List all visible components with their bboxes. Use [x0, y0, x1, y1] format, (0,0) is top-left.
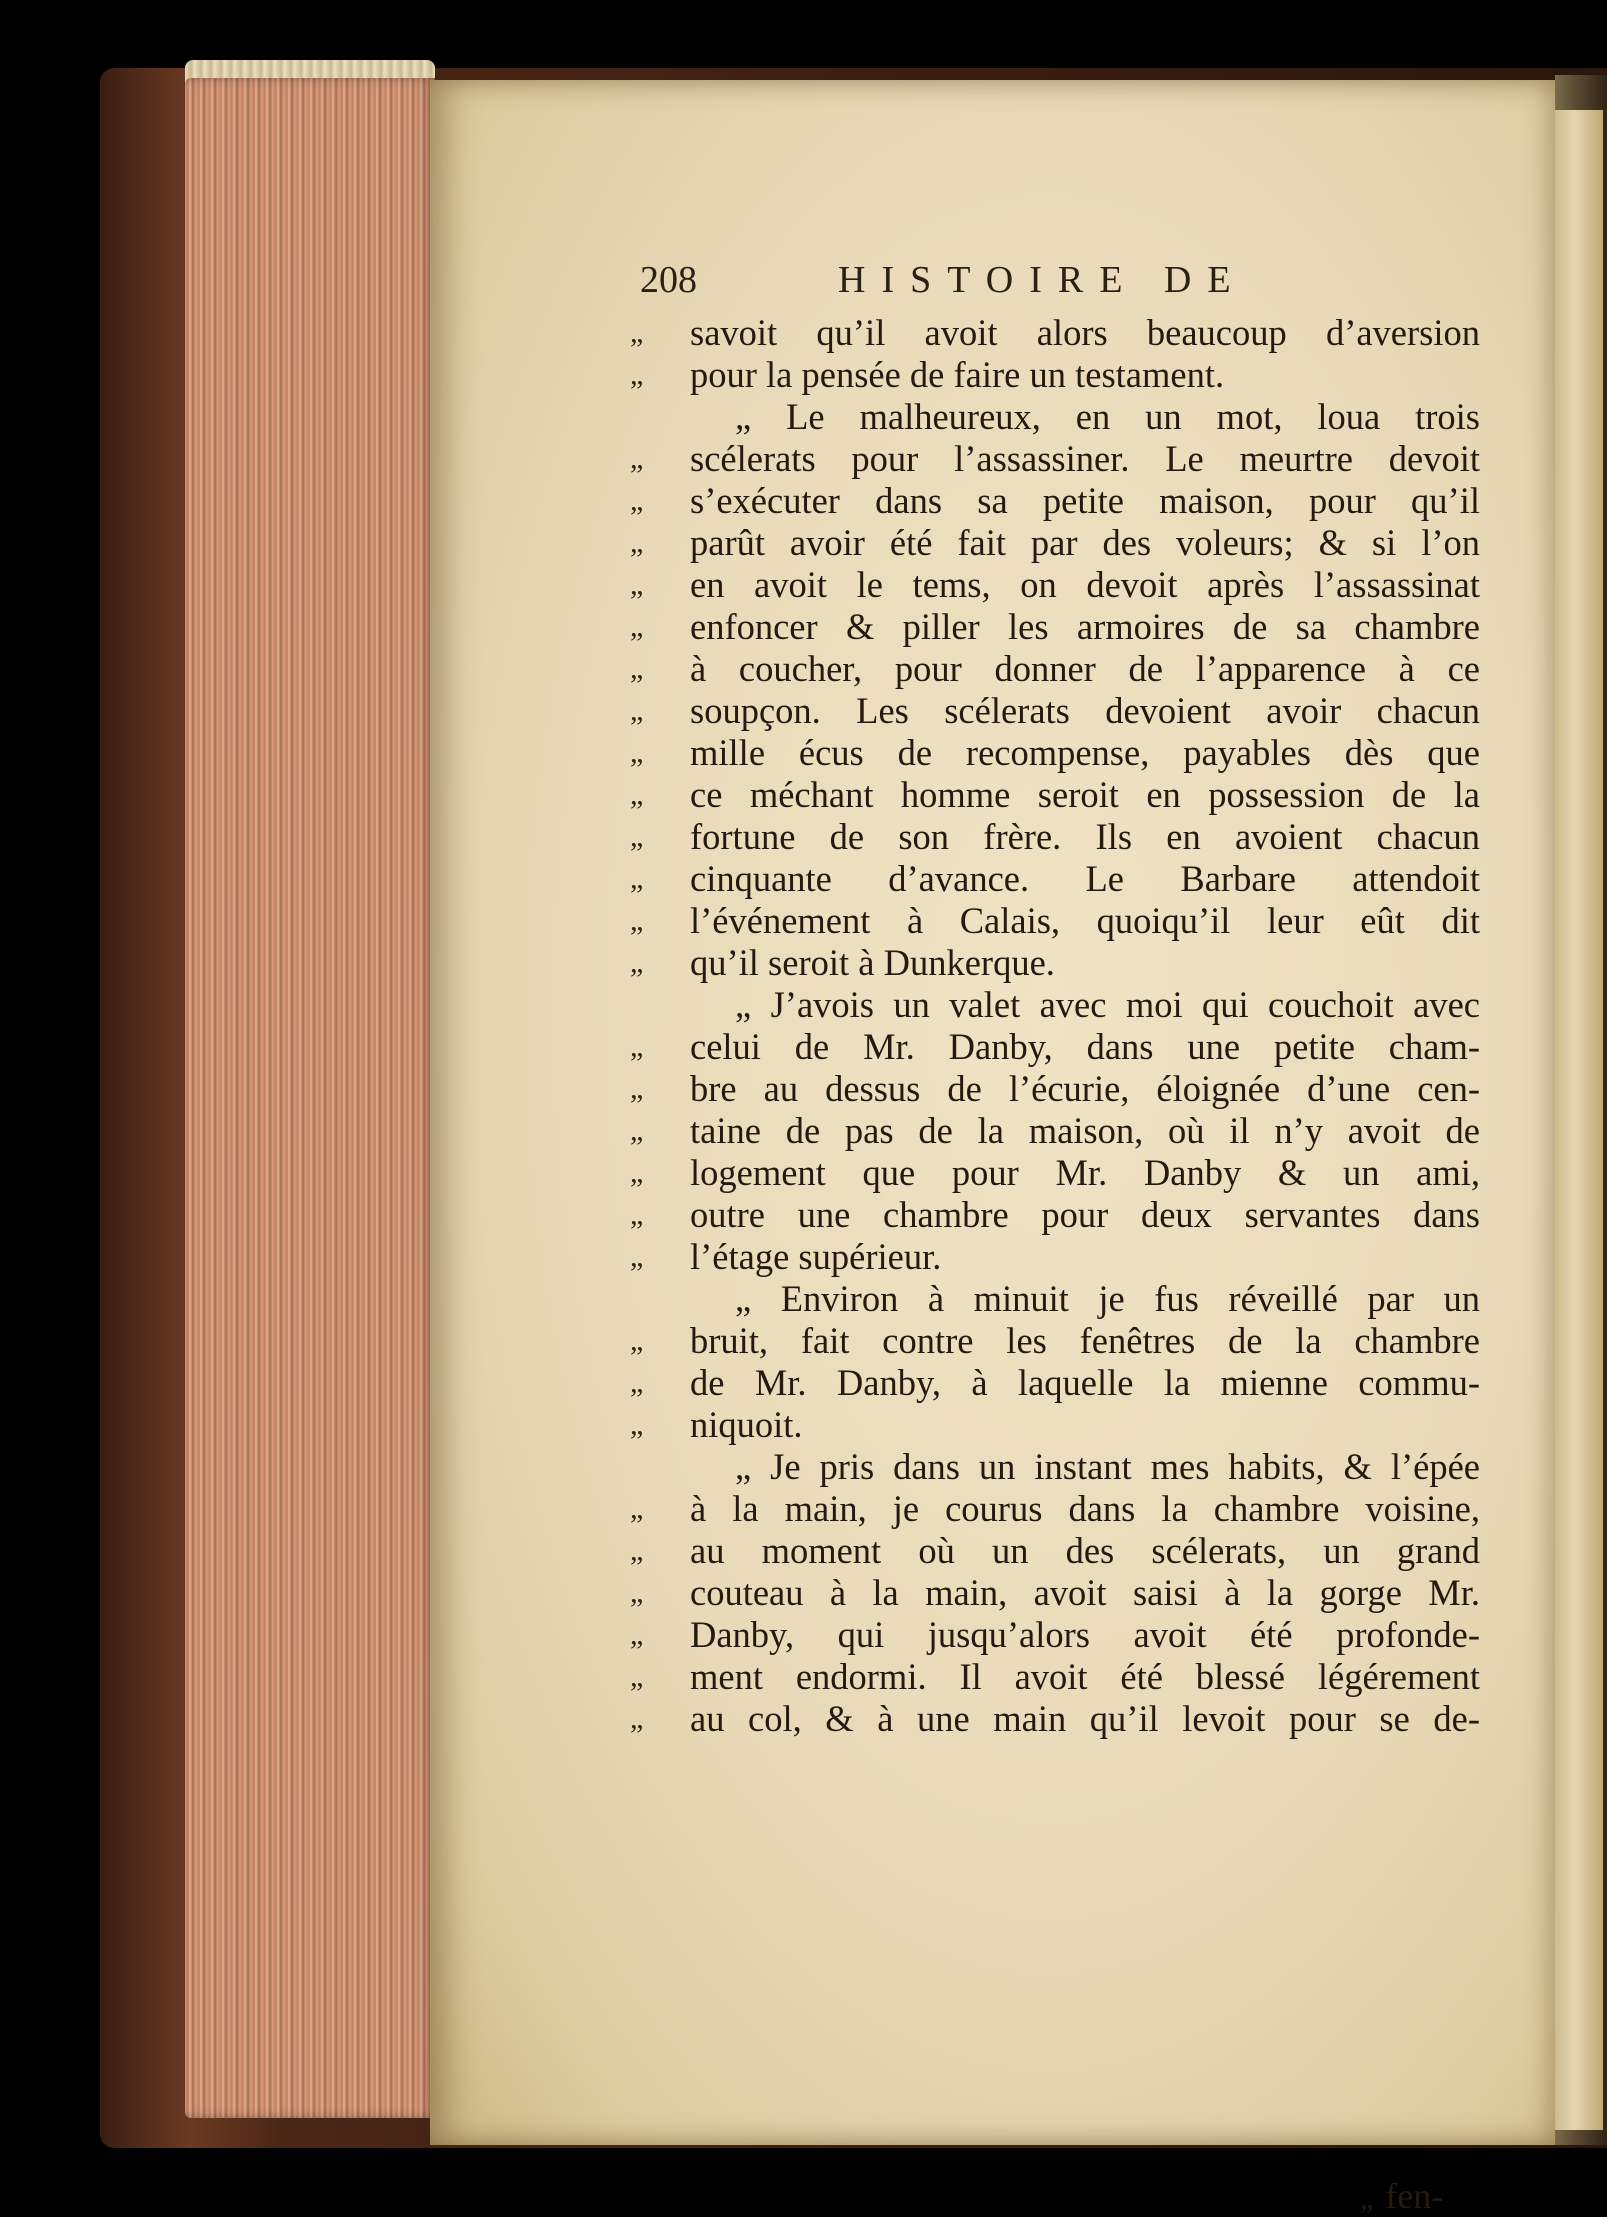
quote-mark: „ [630, 1408, 644, 1441]
line-text: fortune de son frère. Ils en avoient chacun [690, 816, 1480, 857]
text-line [630, 1236, 1480, 1278]
text-line [630, 1110, 1480, 1152]
text-line [630, 732, 1480, 774]
quote-mark: „ [630, 1030, 644, 1063]
text-line [630, 1194, 1480, 1236]
quote-mark: „ [630, 1240, 644, 1273]
line-text: celui de Mr. Danby, dans une petite cham- [690, 1026, 1480, 1067]
line-text: cinquante d’avance. Le Barbare attendoit [690, 858, 1480, 899]
line-text: au col, & à une main qu’il levoit pour se de- [690, 1698, 1480, 1739]
line-text: scélerats pour l’assassiner. Le meurtre devoit [690, 438, 1480, 479]
text-line [630, 1026, 1480, 1068]
line-text: l’événement à Calais, quoiqu’il leur eût dit [690, 900, 1480, 941]
quote-mark: „ [630, 1198, 644, 1231]
text-line [630, 312, 1480, 354]
quote-mark: „ [630, 610, 644, 643]
text-line [630, 1488, 1480, 1530]
quote-mark: „ [630, 904, 644, 937]
quote-mark: „ [630, 568, 644, 601]
text-line [630, 438, 1480, 480]
text-line [630, 480, 1480, 522]
text-line [630, 1068, 1480, 1110]
line-text: pour la pensée de faire un testament. [690, 354, 1225, 395]
text-line [630, 816, 1480, 858]
page-number: 208 [640, 259, 697, 301]
facing-page-edge [1555, 110, 1603, 2130]
line-text: ce méchant homme seroit en possession de la [690, 774, 1480, 815]
text-line [630, 1362, 1480, 1404]
line-text: soupçon. Les scélerats devoient avoir chacun [690, 690, 1480, 731]
quote-mark: „ [630, 1576, 644, 1609]
catchword-quote-mark: „ [1360, 2182, 1374, 2215]
quote-mark: „ [630, 358, 644, 391]
quote-mark: „ [630, 442, 644, 475]
quote-mark: „ [630, 1156, 644, 1189]
quote-mark: „ [630, 652, 644, 685]
quote-mark: „ [630, 862, 644, 895]
text-line [630, 1656, 1480, 1698]
line-text: qu’il seroit à Dunkerque. [690, 942, 1055, 983]
text-line [630, 1320, 1480, 1362]
text-line [630, 984, 1480, 1026]
running-head: HISTOIRE DE [838, 259, 1247, 301]
quote-mark: „ [630, 484, 644, 517]
line-text: enfoncer & piller les armoires de sa chambre [690, 606, 1480, 647]
line-text: Danby, qui jusqu’alors avoit été profonde- [690, 1614, 1480, 1655]
quote-mark: „ [630, 1492, 644, 1525]
text-line [630, 396, 1480, 438]
line-text: „ Le malheureux, en un mot, loua trois [735, 396, 1480, 437]
quote-mark: „ [630, 946, 644, 979]
quote-mark: „ [630, 1114, 644, 1147]
line-text: en avoit le tems, on devoit après l’assassinat [690, 564, 1480, 605]
line-text: de Mr. Danby, à laquelle la mienne commu- [690, 1362, 1480, 1403]
line-text: niquoit. [690, 1404, 803, 1445]
quote-mark: „ [630, 316, 644, 349]
page-header [640, 258, 1290, 304]
quote-mark: „ [630, 1702, 644, 1735]
line-text: parût avoir été fait par des voleurs; & si l’on [690, 522, 1480, 563]
text-line [630, 1614, 1480, 1656]
quote-mark: „ [630, 1534, 644, 1567]
text-line [630, 1404, 1480, 1446]
line-text: couteau à la main, avoit saisi à la gorge Mr. [690, 1572, 1480, 1613]
text-line [630, 690, 1480, 732]
line-text: outre une chambre pour deux servantes dans [690, 1194, 1480, 1235]
text-line [630, 606, 1480, 648]
line-text: savoit qu’il avoit alors beaucoup d’aversion [690, 312, 1480, 353]
quote-mark: „ [630, 1324, 644, 1357]
line-text: l’étage supérieur. [690, 1236, 942, 1277]
quote-mark: „ [630, 778, 644, 811]
line-text: „ Environ à minuit je fus réveillé par un [735, 1278, 1480, 1319]
line-text: à la main, je courus dans la chambre voisine, [690, 1488, 1480, 1529]
line-text: logement que pour Mr. Danby & un ami, [690, 1152, 1480, 1193]
line-text: mille écus de recompense, payables dès que [690, 732, 1480, 773]
text-line [630, 900, 1480, 942]
line-text: ment endormi. Il avoit été blessé légérement [690, 1656, 1480, 1697]
text-line [630, 1278, 1480, 1320]
quote-mark: „ [630, 526, 644, 559]
line-text: „ J’avois un valet avec moi qui couchoit avec [735, 984, 1480, 1025]
quote-mark: „ [630, 694, 644, 727]
quote-mark: „ [630, 1366, 644, 1399]
text-line [630, 774, 1480, 816]
line-text: bre au dessus de l’écurie, éloignée d’une cen- [690, 1068, 1480, 1109]
body-text [630, 312, 1480, 1740]
line-text: bruit, fait contre les fenêtres de la chambre [690, 1320, 1480, 1361]
line-text: taine de pas de la maison, où il n’y avoit de [690, 1110, 1480, 1151]
line-text: à coucher, pour donner de l’apparence à ce [690, 648, 1480, 689]
text-line [630, 858, 1480, 900]
page-block-edges [185, 78, 435, 2118]
text-line [630, 1152, 1480, 1194]
text-line [630, 1698, 1480, 1740]
text-line [630, 1446, 1480, 1488]
text-line [630, 564, 1480, 606]
line-text: „ Je pris dans un instant mes habits, & l’épée [735, 1446, 1480, 1487]
catchword-text: fen- [1385, 2176, 1444, 2216]
text-line [630, 1572, 1480, 1614]
quote-mark: „ [630, 1660, 644, 1693]
catchword [1360, 2175, 1443, 2217]
quote-mark: „ [630, 1072, 644, 1105]
text-line [630, 522, 1480, 564]
quote-mark: „ [630, 820, 644, 853]
text-line [630, 1530, 1480, 1572]
text-line [630, 648, 1480, 690]
line-text: s’exécuter dans sa petite maison, pour qu’il [690, 480, 1480, 521]
text-line [630, 942, 1480, 984]
quote-mark: „ [630, 1618, 644, 1651]
text-line [630, 354, 1480, 396]
line-text: au moment où un des scélerats, un grand [690, 1530, 1480, 1571]
quote-mark: „ [630, 736, 644, 769]
